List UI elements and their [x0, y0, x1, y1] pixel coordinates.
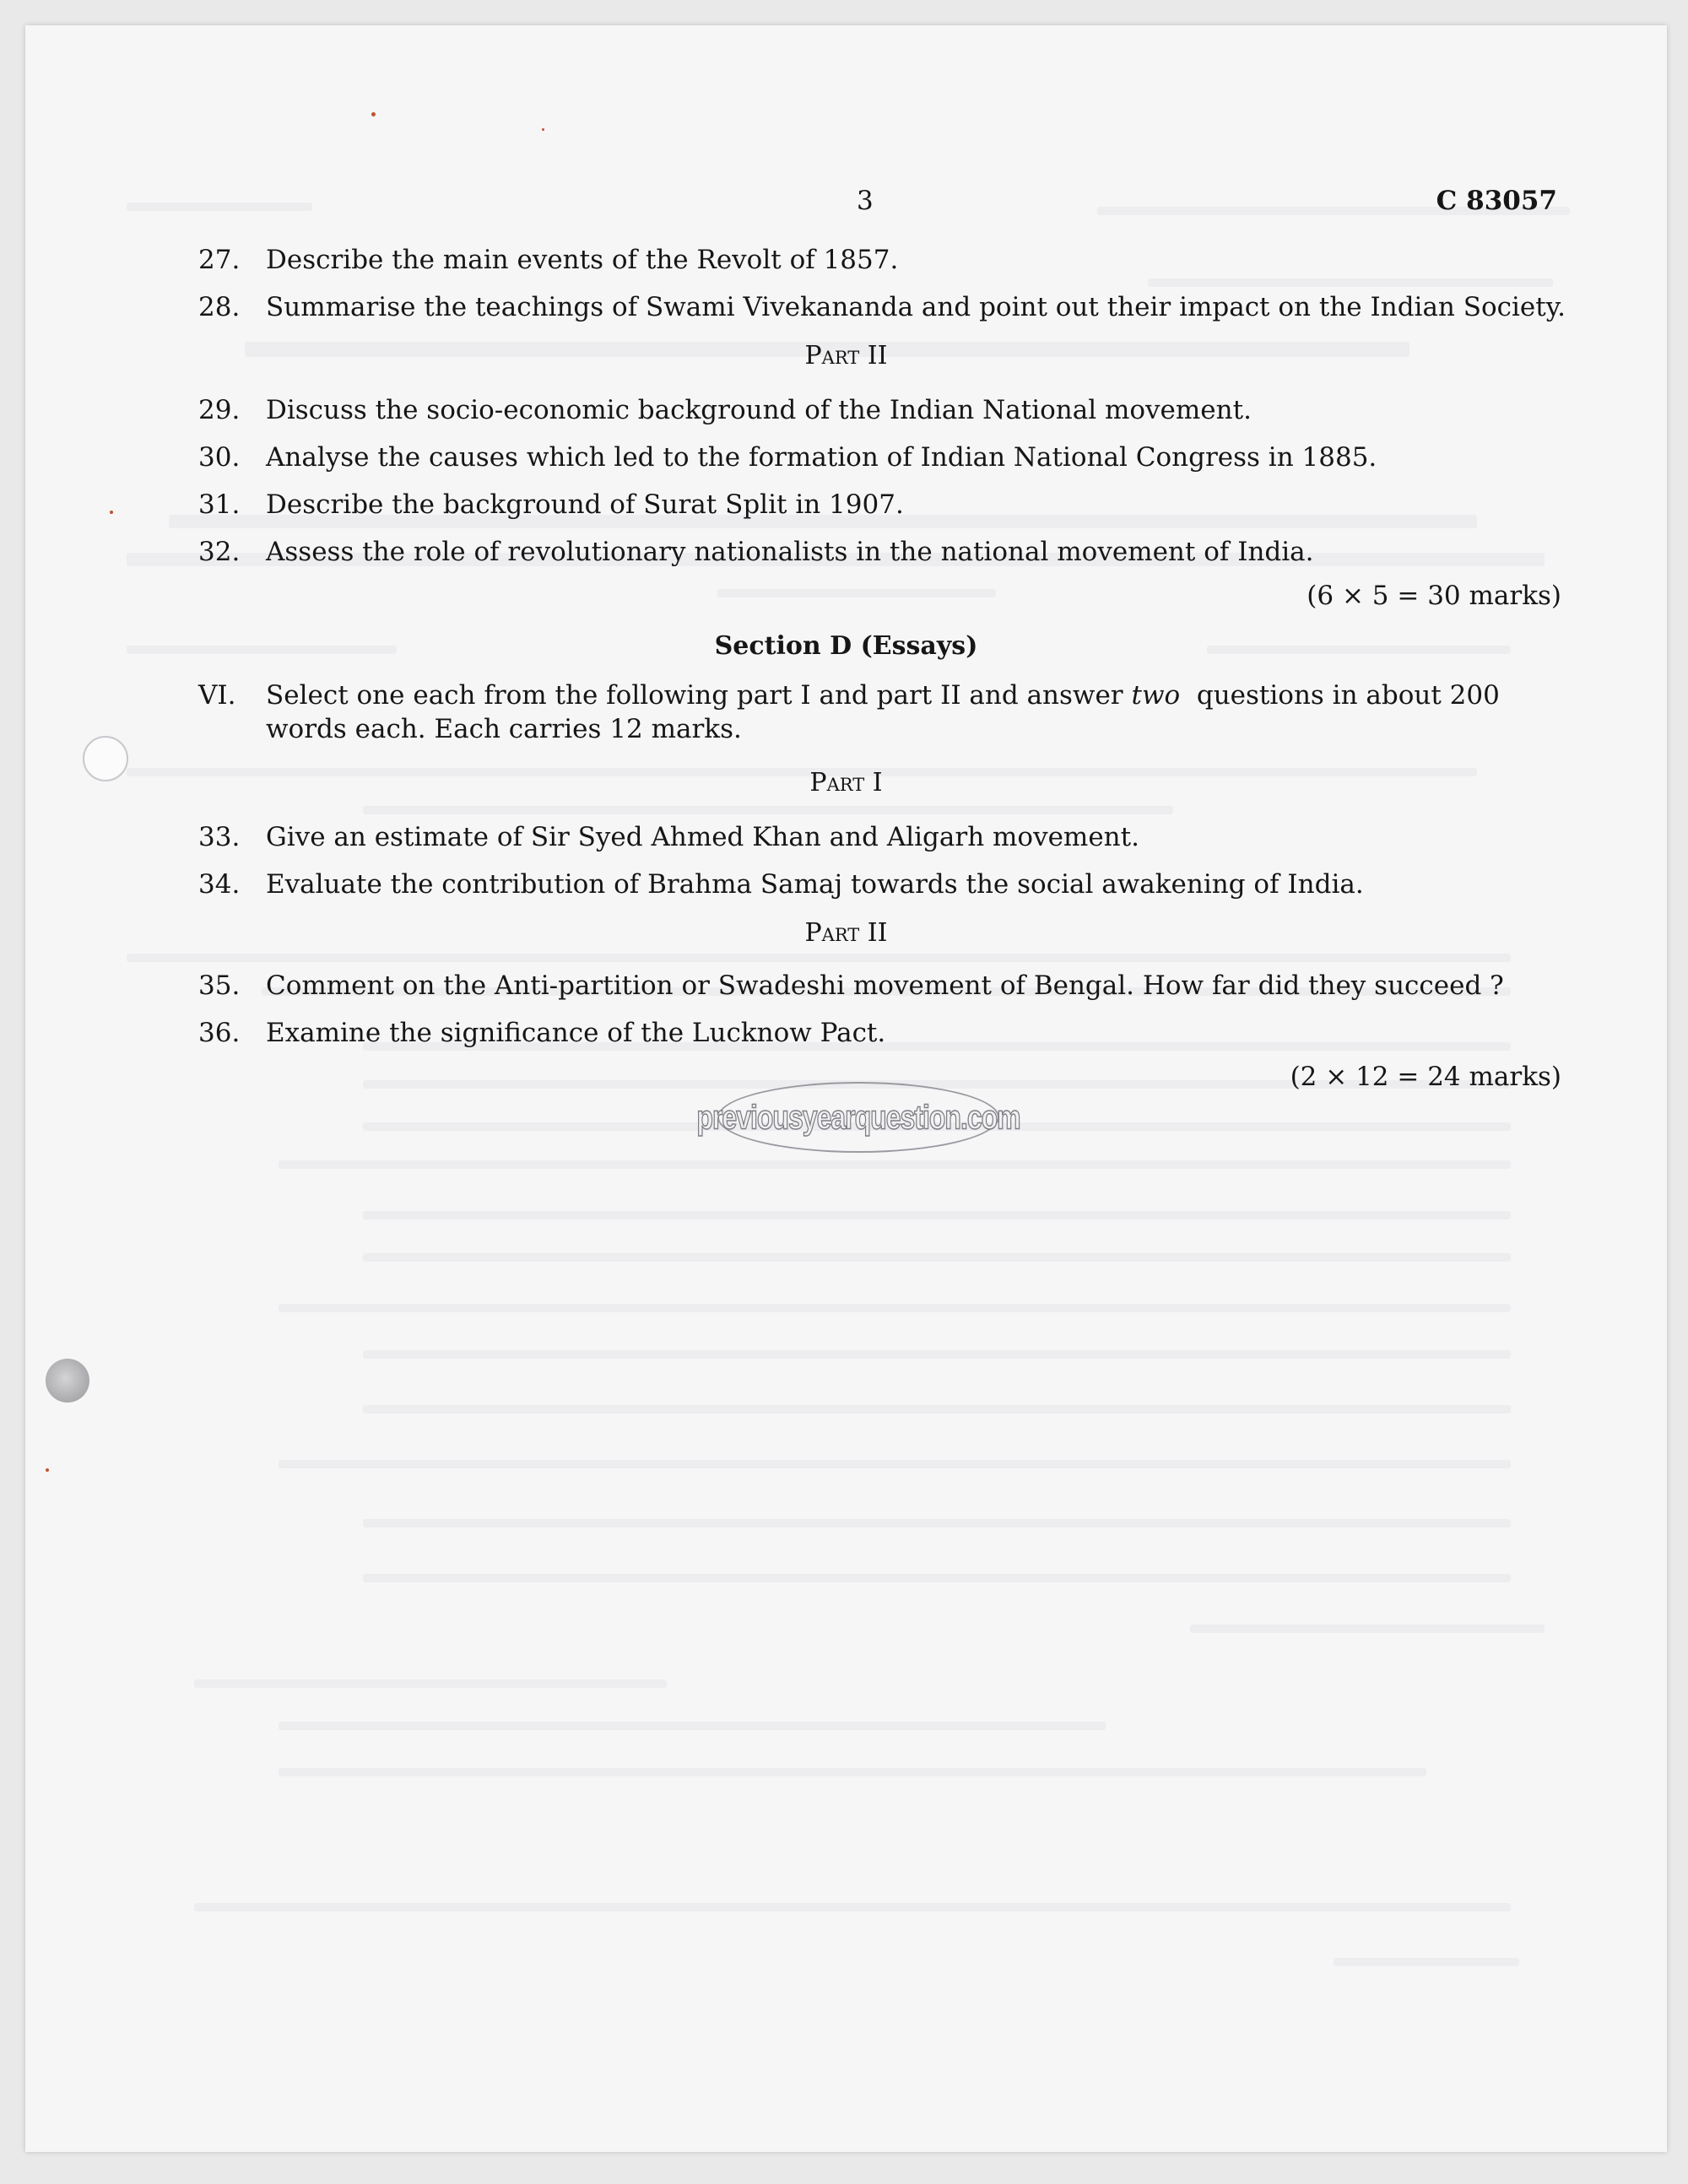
- question-number: 28.: [198, 292, 241, 322]
- question-text: Give an estimate of Sir Syed Ahmed Khan and Aligarh movement.: [266, 822, 1139, 852]
- question-29: [198, 393, 1582, 427]
- part-heading-ii-essays: Part II: [804, 918, 888, 948]
- question-36: [198, 1016, 1582, 1050]
- question-34: [198, 868, 1582, 901]
- watermark-text: previousyearquestion.com: [696, 1097, 1020, 1136]
- question-number: 29.: [198, 395, 241, 425]
- part-heading-i: Part I: [809, 768, 883, 797]
- question-35: [198, 969, 1582, 1003]
- watermark-logo: [696, 1082, 1020, 1153]
- question-text: Summarise the teachings of Swami Vivekananda and point out their impact on the Indian Society.: [266, 292, 1566, 322]
- instruction-text-start: Select one each from the following part I and part II and answer: [266, 680, 1132, 711]
- question-number: 30.: [198, 442, 241, 473]
- instruction-text-end: questions in about 200 words each. Each carries 12 marks.: [266, 680, 1508, 744]
- question-33: [198, 820, 1582, 854]
- instruction-text: [266, 678, 1582, 746]
- question-31: [198, 488, 1582, 522]
- question-text: Assess the role of revolutionary nationalists in the national movement of India.: [266, 537, 1314, 567]
- question-number: 27.: [198, 245, 241, 275]
- question-30: [198, 441, 1582, 474]
- question-text: Describe the background of Surat Split in 1907.: [266, 489, 904, 520]
- section-d-heading: Section D (Essays): [714, 631, 978, 661]
- question-28: [198, 290, 1582, 324]
- page-number: 3: [857, 186, 874, 216]
- question-text: Analyse the causes which led to the formation of Indian National Congress in 1885.: [266, 442, 1377, 473]
- ink-speck: [542, 128, 544, 131]
- ink-speck: [110, 511, 113, 514]
- exam-sheet: [25, 25, 1667, 2152]
- question-number: 31.: [198, 489, 241, 520]
- marks-section-d: (2 × 12 = 24 marks): [1290, 1062, 1561, 1092]
- question-text: Comment on the Anti-partition or Swadeshi movement of Bengal. How far did they succeed ?: [266, 970, 1504, 1001]
- question-text: Evaluate the contribution of Brahma Samaj towards the social awakening of India.: [266, 869, 1364, 900]
- section-d-instruction: [198, 678, 1582, 746]
- question-number: 34.: [198, 869, 241, 900]
- ink-speck: [371, 112, 376, 116]
- question-number: 32.: [198, 537, 241, 567]
- question-text: Describe the main events of the Revolt of 1857.: [266, 245, 899, 275]
- instruction-number: VI.: [198, 680, 236, 711]
- instruction-emphasis: two: [1131, 680, 1181, 711]
- question-text: Examine the significance of the Lucknow Pact.: [266, 1018, 886, 1048]
- punch-hole: [46, 1359, 89, 1403]
- question-27: [198, 243, 1582, 277]
- question-32: [198, 535, 1582, 569]
- marks-section-c: (6 × 5 = 30 marks): [1307, 581, 1561, 611]
- paper-code: C 83057: [1436, 186, 1557, 216]
- ink-speck: [46, 1468, 49, 1472]
- question-number: 35.: [198, 970, 241, 1001]
- question-text: Discuss the socio-economic background of the Indian National movement.: [266, 395, 1252, 425]
- question-number: 33.: [198, 822, 241, 852]
- question-number: 36.: [198, 1018, 241, 1048]
- part-heading-ii: Part II: [804, 341, 888, 370]
